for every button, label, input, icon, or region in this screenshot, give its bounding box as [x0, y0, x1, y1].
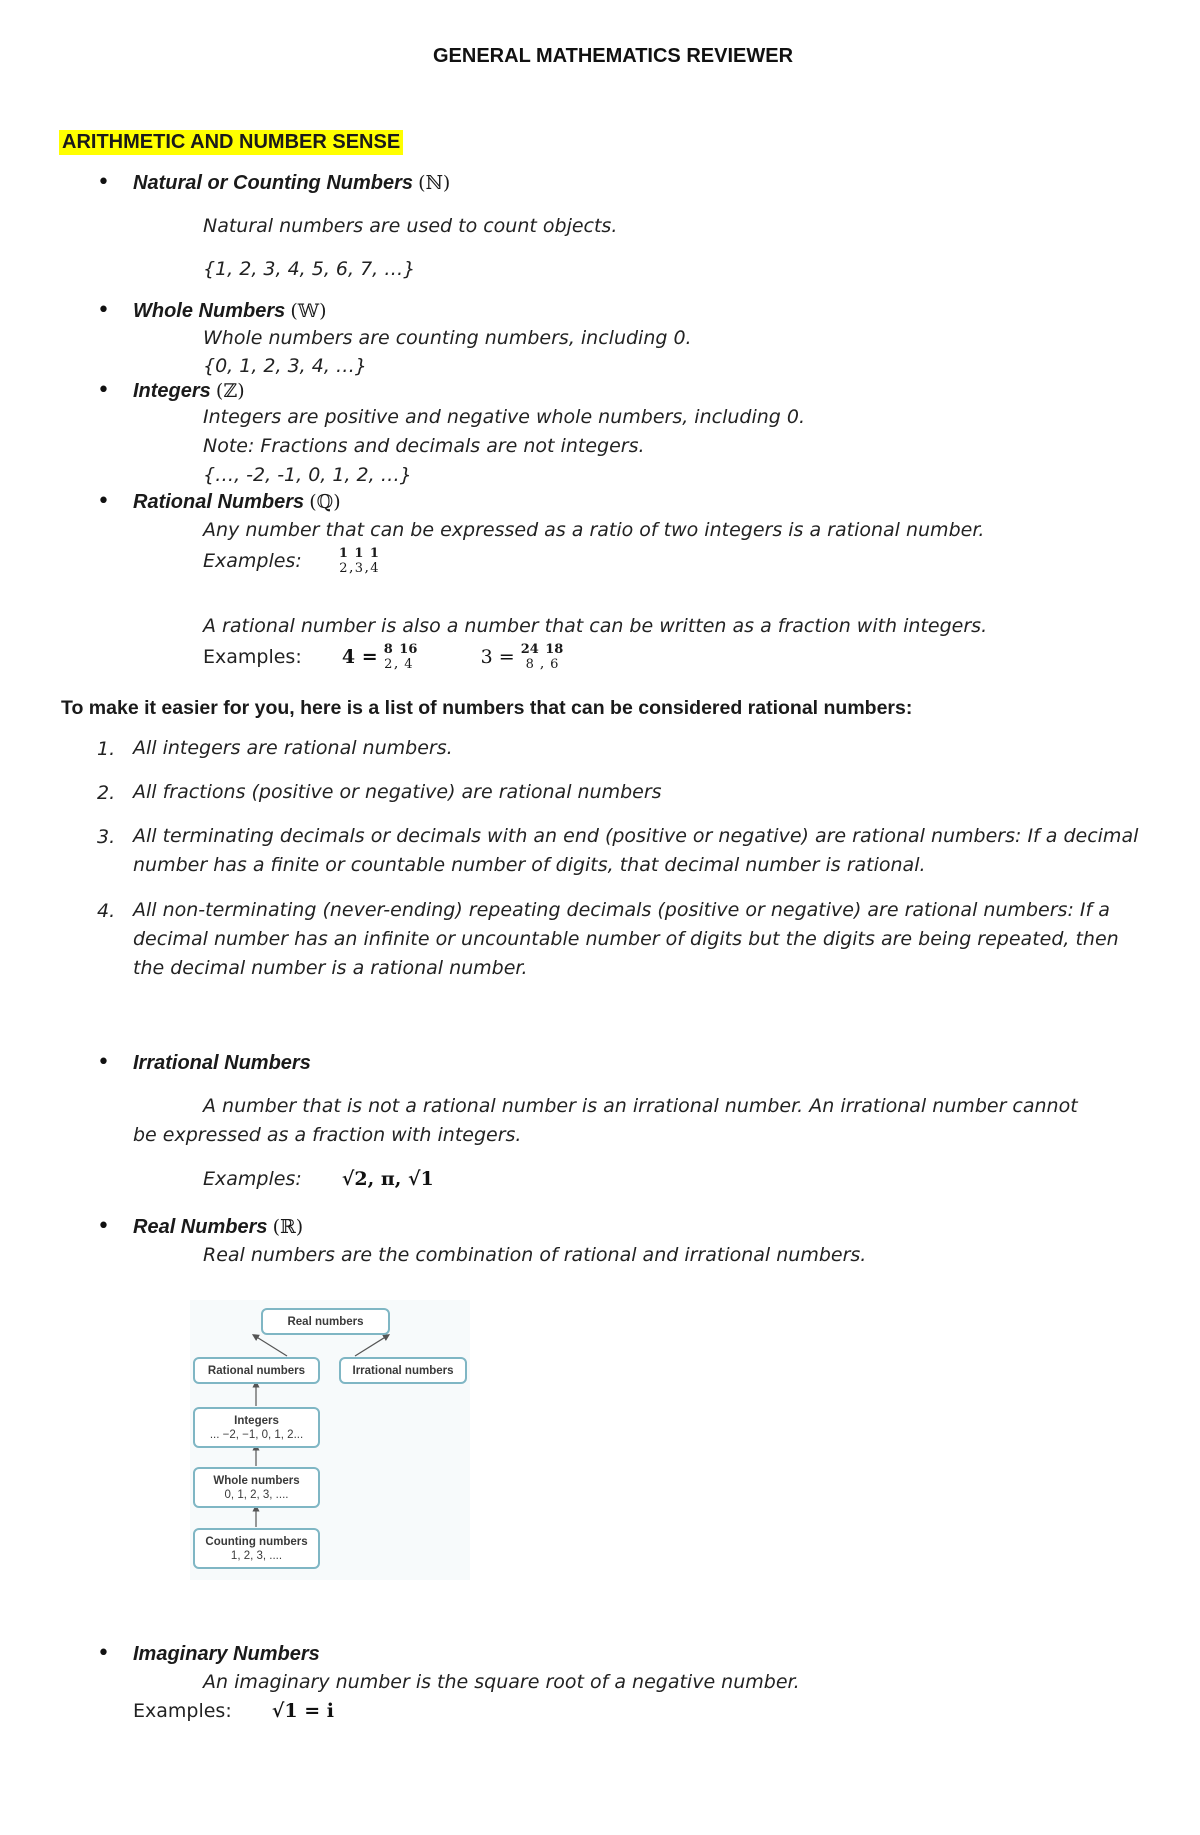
list-item: All integers are rational numbers. — [133, 737, 453, 759]
natural-symbol: (ℕ) — [418, 172, 451, 194]
bullet-icon: • — [97, 1214, 110, 1239]
list-item: All non-terminating (never-ending) repeating decimals (positive or negative) are rational numbers: If a decimal number has an infinite or uncountable number of digits but the digits are being repeated, then the decimal number is a rational number. — [133, 899, 1119, 979]
bullet-icon: • — [97, 1641, 110, 1666]
rational-numbers-heading — [133, 491, 341, 514]
natural-description: Natural numbers are used to count objects. — [203, 215, 618, 237]
examples-label: Examples: — [203, 550, 302, 572]
integers-note: Note: Fractions and decimals are not integers. — [203, 435, 645, 457]
section-heading: ARITHMETIC AND NUMBER SENSE — [59, 130, 403, 155]
bullet-icon: • — [97, 170, 110, 195]
natural-set: {1, 2, 3, 4, 5, 6, 7, …} — [203, 258, 416, 280]
list-number: 2. — [97, 782, 116, 804]
irrational-examples — [203, 1168, 434, 1190]
natural-term: Natural or Counting Numbers — [133, 172, 414, 194]
diagram-integers: Integers ... −2, −1, 0, 1, 2... — [193, 1407, 320, 1448]
equation-lhs: 3 = — [480, 646, 515, 668]
list-number: 3. — [97, 826, 116, 848]
real-numbers-heading — [133, 1216, 303, 1239]
page-title: GENERAL MATHEMATICS REVIEWER — [433, 45, 794, 67]
whole-numbers-heading — [133, 300, 327, 323]
diagram-irrational-numbers: Irrational numbers — [339, 1357, 467, 1384]
rational-examples-2: Examples: 4 = 8 2 , 16 4 3 = 24 8 , 18 6 — [203, 642, 564, 672]
fraction: 18 6 — [545, 642, 564, 672]
whole-term: Whole Numbers — [133, 300, 286, 322]
bullet-icon: • — [97, 378, 110, 403]
diagram-counting-numbers: Counting numbers 1, 2, 3, .... — [193, 1528, 320, 1569]
whole-symbol: (𝕎) — [290, 300, 327, 322]
list-item: All fractions (positive or negative) are rational numbers — [133, 781, 662, 803]
examples-label: Examples: — [133, 1700, 232, 1722]
examples-label: Examples: — [203, 646, 302, 668]
fraction: 24 8 — [520, 642, 539, 672]
irrational-description: A number that is not a rational number is an irrational number. An irrational number cannot — [203, 1095, 1078, 1117]
list-item: All terminating decimals or decimals with an end (positive or negative) are rational numbers: If a decimal number has a finite or countable number of digits, that decimal number is rational. — [133, 825, 1139, 876]
integers-set: {…, -2, -1, 0, 1, 2, …} — [203, 464, 412, 486]
diagram-whole-numbers: Whole numbers 0, 1, 2, 3, .... — [193, 1467, 320, 1508]
imaginary-example-value: √1 = i — [271, 1700, 334, 1722]
fraction: 1 3 — [354, 546, 364, 576]
real-term: Real Numbers — [133, 1216, 268, 1238]
irrational-examples-values: √2, π, √1 — [341, 1168, 434, 1190]
natural-numbers-heading — [133, 172, 450, 195]
integers-description: Integers are positive and negative whole numbers, including 0. — [203, 406, 805, 428]
rational-term: Rational Numbers — [133, 491, 305, 513]
rational-description: Any number that can be expressed as a ratio of two integers is a rational number. — [203, 519, 985, 541]
list-intro: To make it easier for you, here is a list of numbers that can be considered rational numbers: — [61, 697, 913, 719]
irrational-description-cont: be expressed as a fraction with integers. — [133, 1124, 522, 1146]
integers-term: Integers — [133, 380, 211, 402]
real-symbol: (ℝ) — [272, 1216, 304, 1238]
whole-set: {0, 1, 2, 3, 4, …} — [203, 355, 368, 377]
number-hierarchy-diagram — [190, 1300, 470, 1580]
bullet-icon: • — [97, 1050, 110, 1075]
examples-label: Examples: — [203, 1168, 302, 1190]
list-number: 1. — [97, 738, 116, 760]
diagram-rational-numbers: Rational numbers — [193, 1357, 320, 1384]
rational-symbol: (ℚ) — [309, 491, 341, 513]
list-number: 4. — [97, 900, 116, 922]
whole-description: Whole numbers are counting numbers, including 0. — [203, 327, 692, 349]
imaginary-examples — [133, 1700, 334, 1722]
bullet-icon: • — [97, 298, 110, 323]
imaginary-description: An imaginary number is the square root of a negative number. — [203, 1671, 800, 1693]
integers-symbol: (ℤ) — [215, 380, 245, 402]
real-description: Real numbers are the combination of rational and irrational numbers. — [203, 1244, 867, 1266]
integers-heading — [133, 380, 245, 403]
equation-lhs: 4 = — [341, 646, 378, 668]
rational-description-2: A rational number is also a number that can be written as a fraction with integers. — [203, 615, 988, 637]
imaginary-term: Imaginary Numbers — [133, 1643, 320, 1665]
fraction: 16 4 — [399, 642, 418, 672]
bullet-icon: • — [97, 489, 110, 514]
diagram-real-numbers: Real numbers — [261, 1308, 390, 1335]
fraction: 1 4 — [369, 546, 379, 576]
irrational-term: Irrational Numbers — [133, 1052, 311, 1074]
fraction: 1 2 — [338, 546, 348, 576]
rational-examples: Examples: 1 2 , 1 3 , 1 4 — [203, 546, 379, 576]
fraction: 8 2 — [383, 642, 393, 672]
